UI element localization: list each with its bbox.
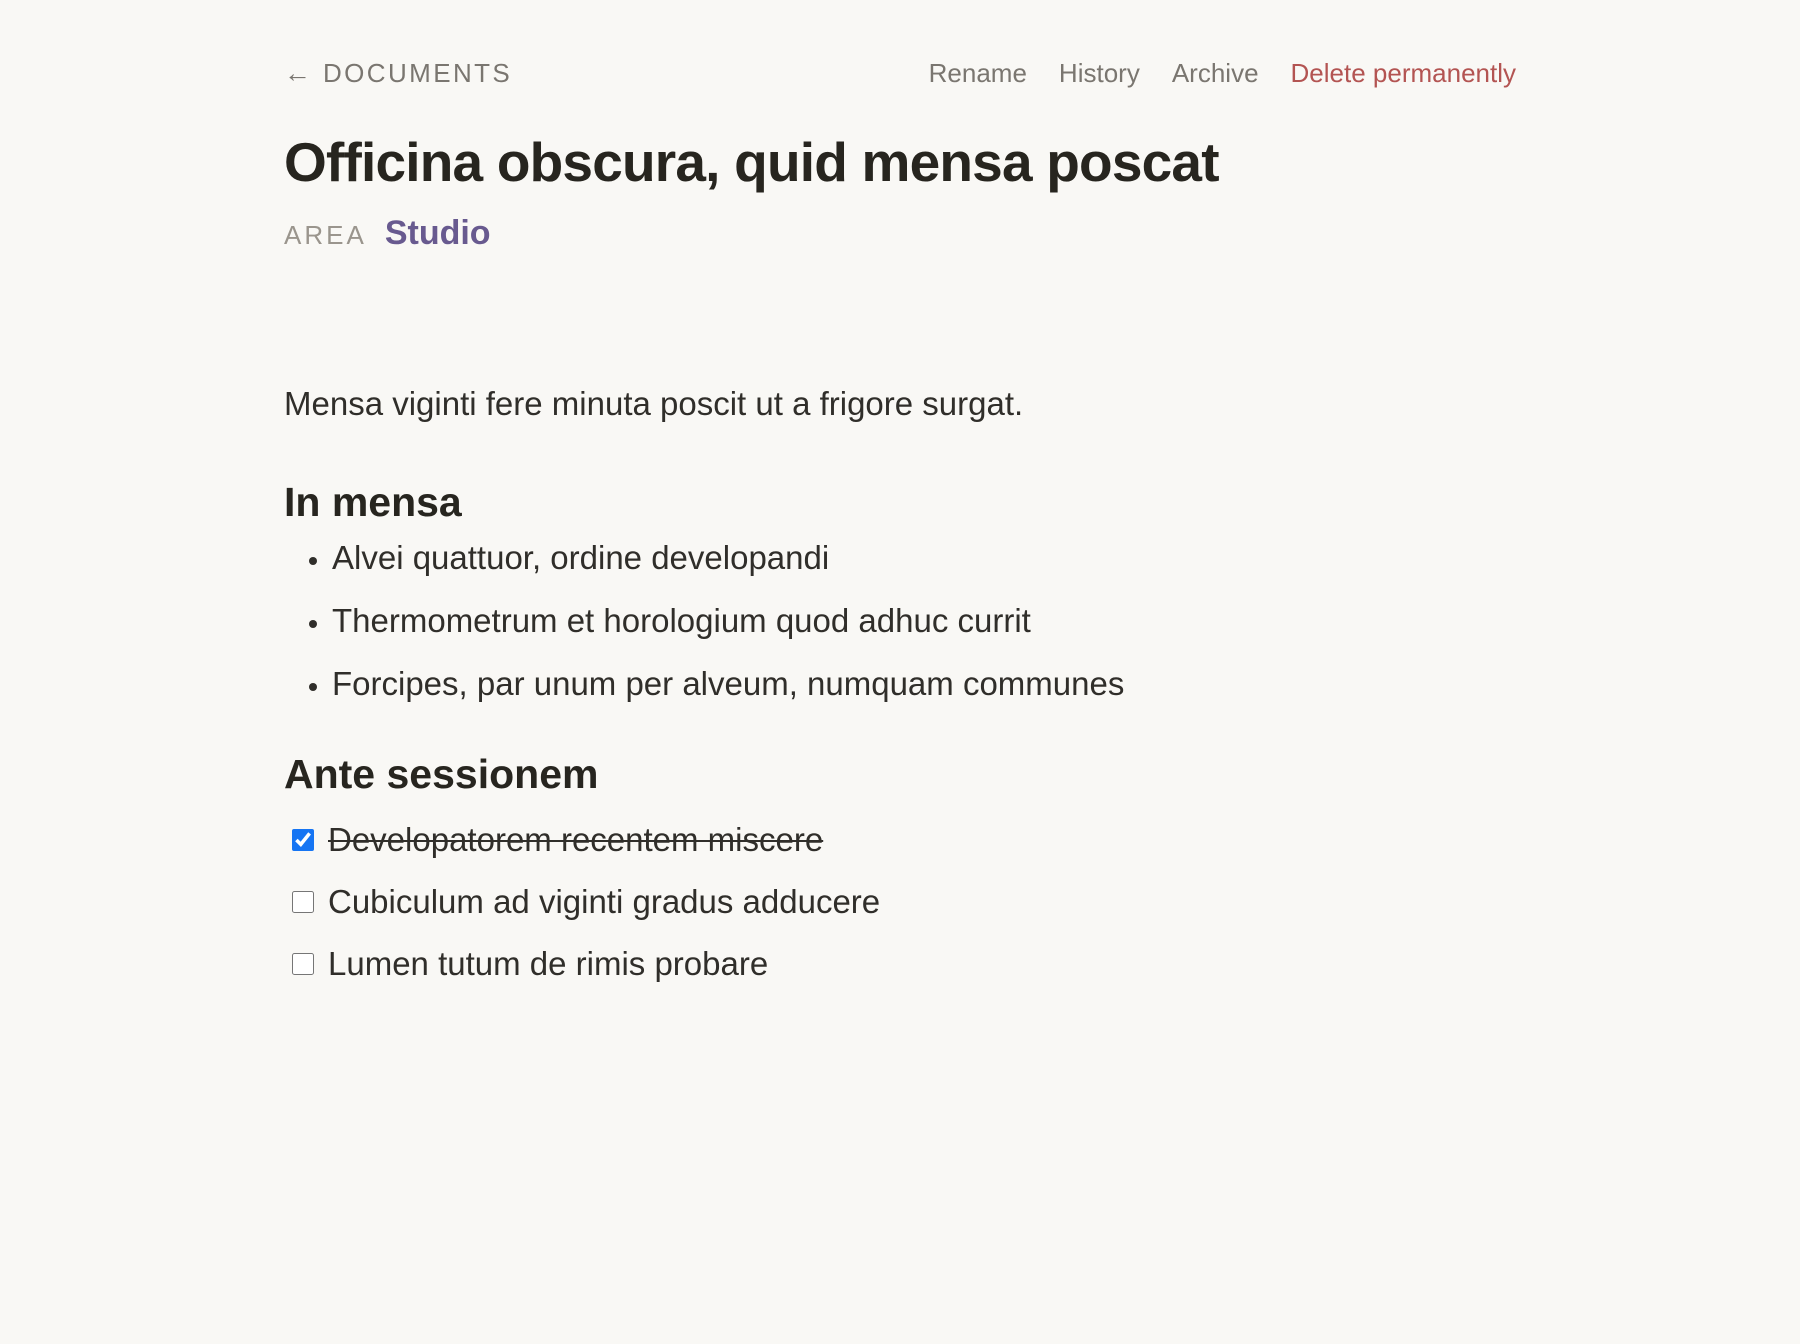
list-item: • Forcipes, par unum per alveum, numquam communes	[332, 662, 1516, 706]
arrow-left-icon: ←	[284, 58, 311, 88]
checklist-item-text: Developatorem recentem miscere	[328, 821, 824, 858]
document-area-meta	[284, 214, 491, 253]
ante-sessionem-checklist	[284, 818, 1516, 986]
document-title: Officina obscura, quid mensa poscat	[284, 131, 1219, 193]
section-heading-in-mensa: In mensa	[284, 479, 462, 525]
checklist-item[interactable]	[284, 942, 1516, 986]
document-body	[284, 382, 1516, 1004]
document-toolbar	[284, 58, 1516, 98]
section-heading-ante-sessionem: Ante sessionem	[284, 751, 599, 797]
delete-permanently-button[interactable]: Delete permanently	[1290, 58, 1516, 88]
area-link-studio[interactable]: Studio	[384, 214, 491, 252]
back-link-label: DOCUMENTS	[323, 58, 513, 88]
area-label: AREA	[284, 220, 367, 250]
rename-button[interactable]: Rename	[928, 58, 1027, 88]
document-actions	[929, 58, 1516, 89]
checklist-item-text: Cubiculum ad viginti gradus adducere	[328, 883, 881, 920]
checklist-item-done[interactable]	[284, 818, 1516, 862]
in-mensa-list	[284, 536, 1516, 706]
checklist-item-text: Lumen tutum de rimis probare	[328, 945, 769, 982]
checklist-checkbox[interactable]	[292, 953, 314, 975]
back-to-documents-link[interactable]	[284, 58, 512, 89]
checklist-checkbox[interactable]	[292, 891, 314, 913]
list-item: • Thermometrum et horologium quod adhuc currit	[332, 599, 1516, 643]
document-intro: Mensa viginti fere minuta poscit ut a frigore surgat.	[284, 385, 1024, 422]
archive-button[interactable]: Archive	[1171, 58, 1259, 88]
checklist-item[interactable]	[284, 880, 1516, 924]
checklist-checkbox-checked[interactable]	[292, 829, 314, 851]
history-button[interactable]: History	[1058, 58, 1140, 88]
list-item: • Alvei quattuor, ordine developandi	[332, 536, 1516, 580]
